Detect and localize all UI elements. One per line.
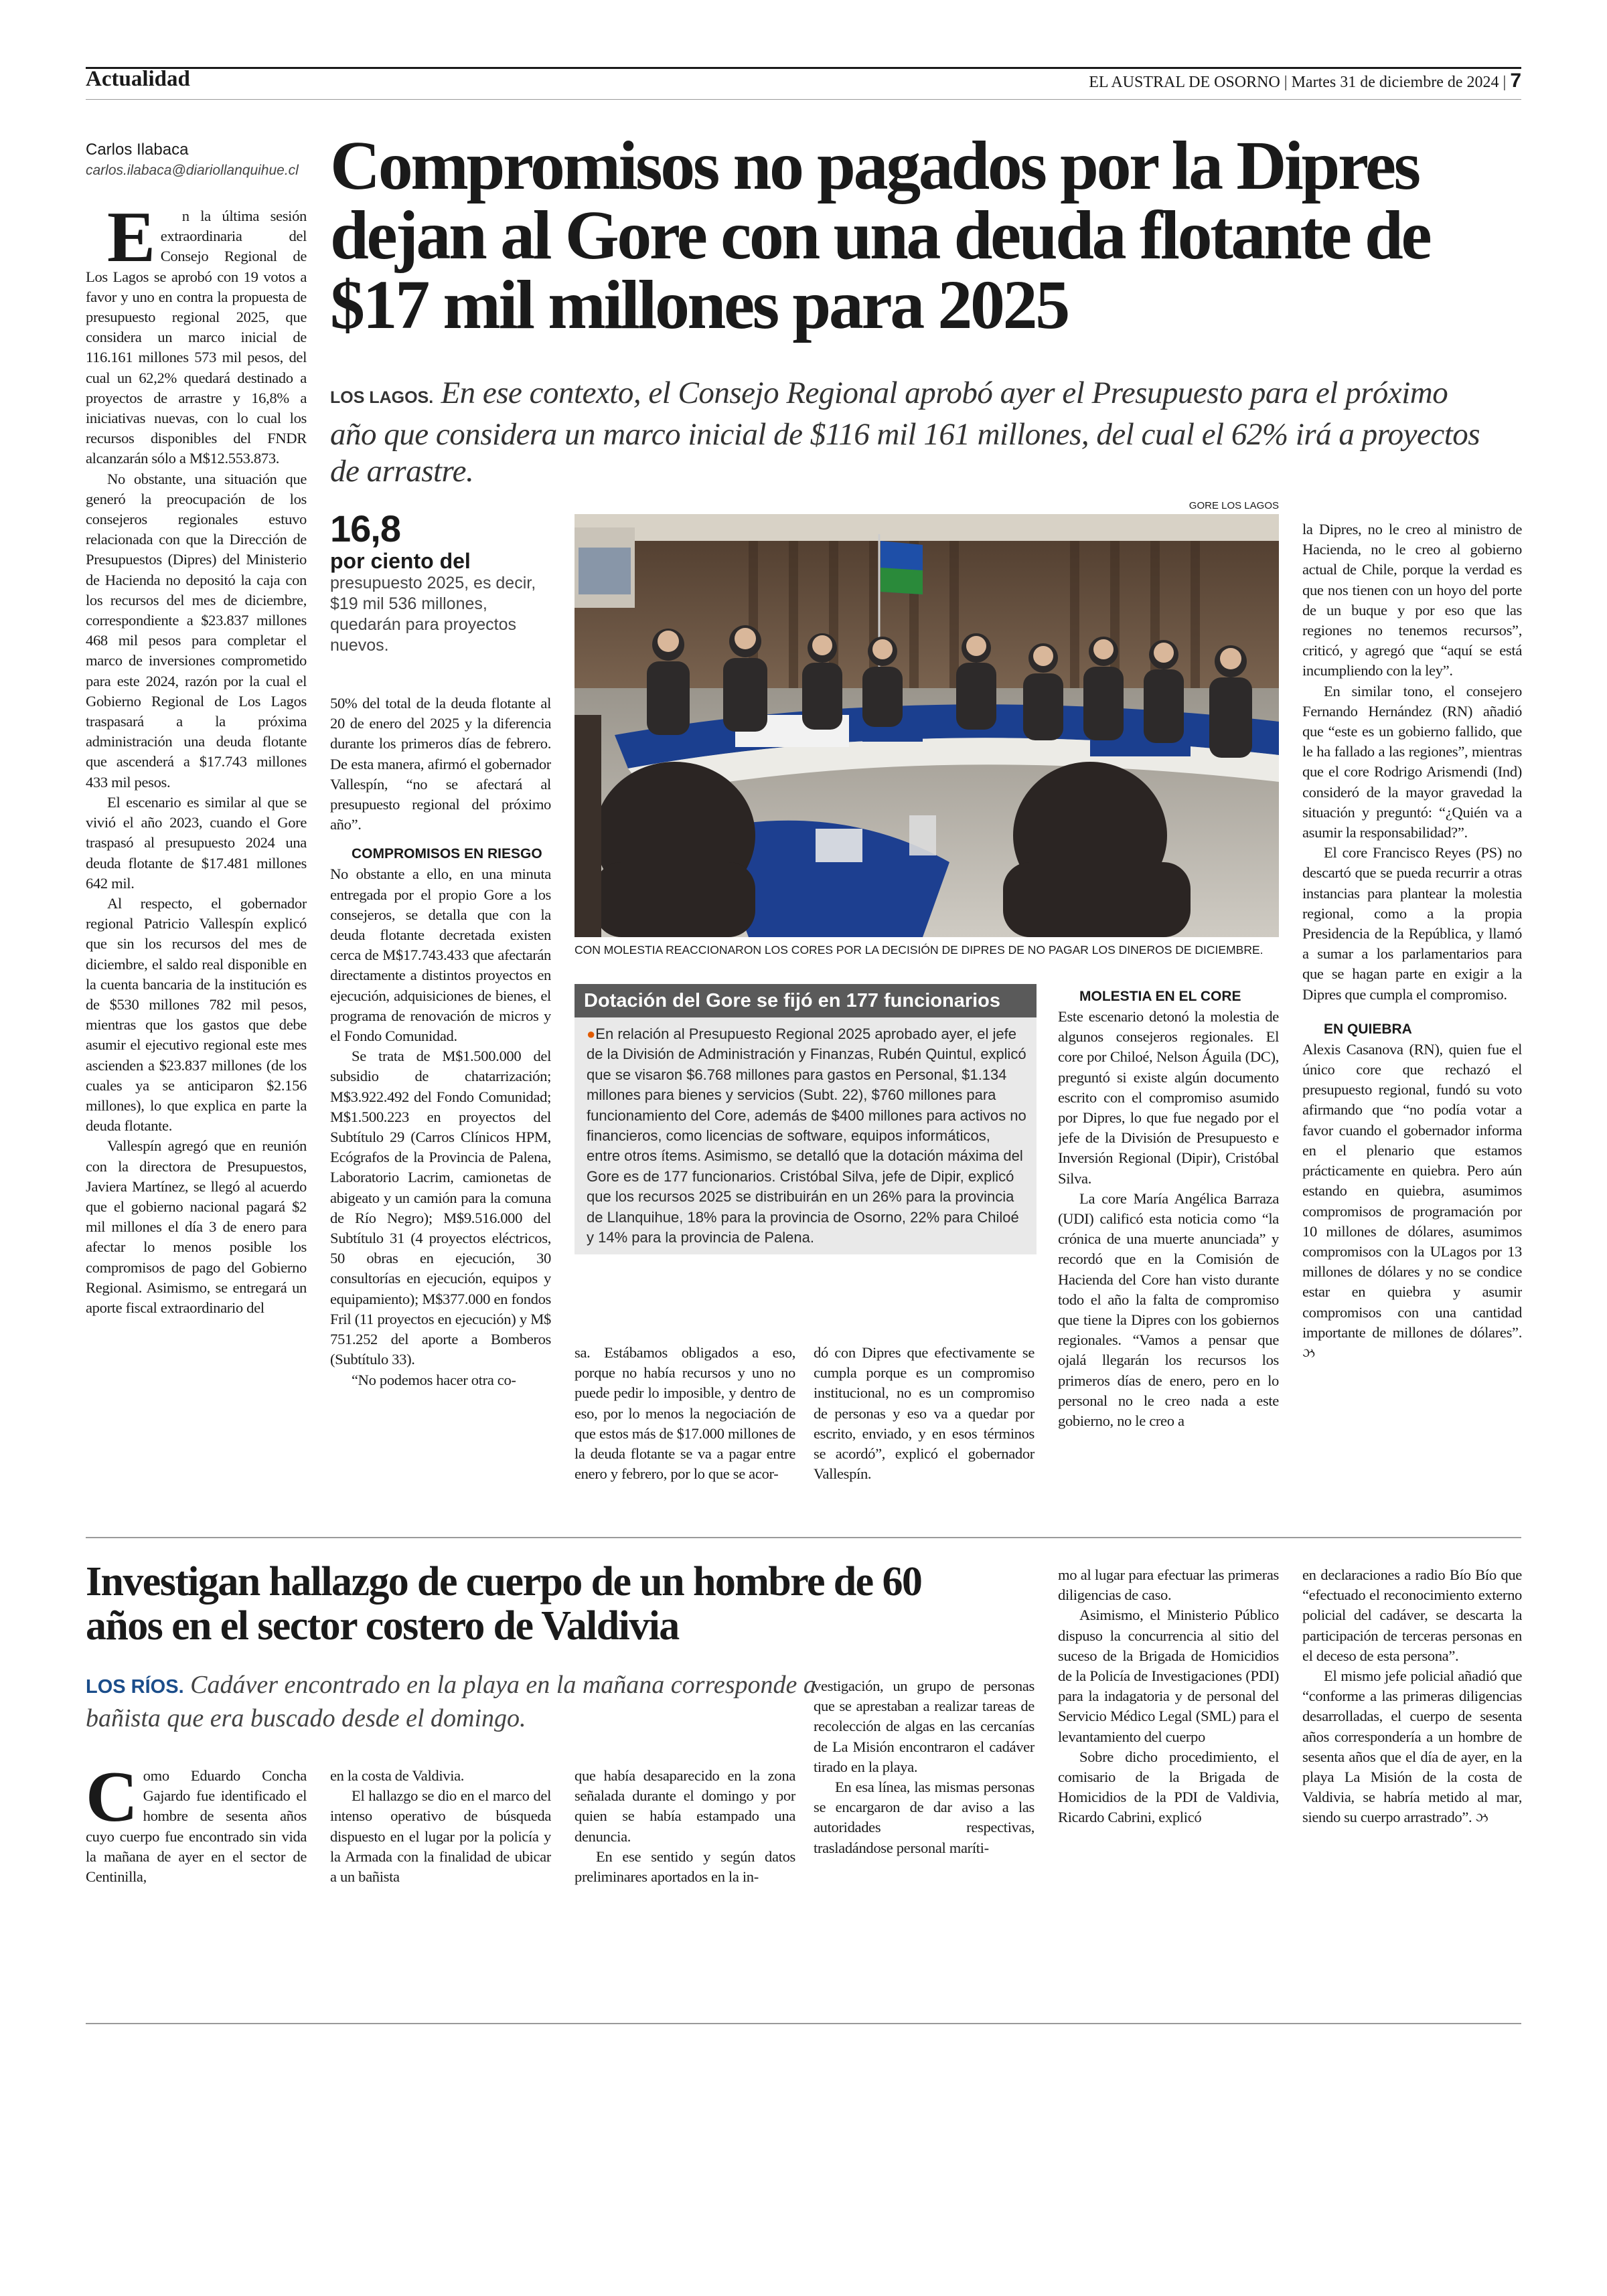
main-paragraph: dó con Dipres que efectivamente se cumpla porque es un compromiso institucional, no es un compromiso de personas y eso va a quedar por escrito, enviado, y en esos términos se acordó”, explicó el gobernador Vallespín. <box>814 1344 1035 1483</box>
second-headline: Investigan hallazgo de cuerpo de un hombre de 60 años en el sector costero de Valdivia <box>86 1559 922 1649</box>
main-column-2 <box>330 693 551 1530</box>
main-paragraph: No obstante a ello, en una minuta entregada por el propio Gore a los consejeros, se detalla que con la deuda flotante decretada existen cerca de M$17.743.433 que afectarán directamente a distintos proyectos en ejecución, adquisiciones de bienes, el programa de renovación de micros y el Fondo Comunidad. <box>330 866 551 1045</box>
main-lead <box>330 375 1488 490</box>
main-column-3 <box>575 1343 795 1530</box>
photo-caption: CON MOLESTIA REACCIONARON LOS CORES POR LA DECISIÓN DE DIPRES DE NO PAGAR LOS DINEROS DE DICIEMBRE. <box>575 943 1264 957</box>
infobox-text: En relación al Presupuesto Regional 2025 aprobado ayer, el jefe de la División de Administración y Finanzas, Rubén Quintul, explicó que se visaron $6.768 millones para gastos en Personal, $1.134 millones para bienes y servicios (Subt. 22), $760 millones para funcionamiento del Core, además de $400 millones para activos no financieros, como licencias de software, equipos informáticos, entre otros ítems. Asimismo, se detalló que la dotación máxima del Gore es de 177 funcionarios. Cristóbal Silva, jefe de Dipir, explicó que los recursos 2025 se distribuirán en un 26% para la provincia de Llanquihue, 18% para la provincia de Osorno, 22% para Chiloé y 14% para la provincia de Palena. <box>587 1026 1026 1246</box>
end-mark-icon: ઝ <box>1302 1344 1315 1361</box>
main-paragraph: “No podemos hacer otra co- <box>352 1371 516 1388</box>
photo-credit: GORE LOS LAGOS <box>1189 500 1279 511</box>
header-underline <box>86 99 1521 100</box>
end-mark-icon: ઝ <box>1475 1809 1488 1826</box>
subhead-quiebra: EN QUIEBRA <box>1324 1021 1412 1037</box>
meeting-photo <box>575 514 1279 937</box>
infobox-body <box>575 1017 1037 1254</box>
second-paragraph: En esa línea, las mismas personas se encargaron de dar aviso a las autoridades respectivas, trasladándose personal maríti- <box>814 1779 1035 1856</box>
main-paragraph: Vallespín agregó que en reunión con la directora de Presupuestos, Javiera Martínez, se llegó al acuerdo que el gobierno nacional pagará $2 mil millones el día 3 de enero para afectar lo menos posible los compromisos de pago del Gobierno Regional. Asimismo, se entregará un aporte fiscal extraordinario del <box>86 1137 307 1316</box>
infobox-title: Dotación del Gore se fijó en 177 funcionarios <box>575 984 1037 1017</box>
issue-date: Martes 31 de diciembre de 2024 <box>1291 74 1499 91</box>
author-email: carlos.ilabaca@diariollanquihue.cl <box>86 163 299 178</box>
second-paragraph: El hallazgo se dio en el marco del intenso operativo de búsqueda dispuesto en el lugar por la policía y la Armada con la finalidad de ubicar a un bañista <box>330 1787 551 1886</box>
second-paragraph: vestigación, un grupo de personas que se aprestaban a realizar tareas de recolección de algas en las cercanías de La Misión encontraron el cadáver tirado en la playa. <box>814 1677 1035 1775</box>
section-label: Actualidad <box>86 67 190 91</box>
second-paragraph: El mismo jefe policial añadió que “conforme a las primeras diligencias desarrolladas, el cuerpo de sesenta años correspondería a un hombre de sesenta años que el día de ayer, en la playa La Misión de la costa de Valdivia, se habría metido al mar, siendo su cuerpo arrastrado”. <box>1302 1667 1522 1826</box>
second-paragraph: en declaraciones a radio Bío Bío que “efectuado el reconocimiento externo policial del cadáver, se descarta la participación de terceras personas en el deceso de esta persona”. <box>1302 1566 1522 1664</box>
subhead-compromisos: COMPROMISOS EN RIESGO <box>352 846 542 862</box>
byline <box>86 139 313 181</box>
folio: EL AUSTRAL DE OSORNO | Martes 31 de diciembre de 2024 | 7 <box>1089 70 1521 92</box>
main-paragraph: En la última sesión extraordinaria del Consejo Regional de Los Lagos se aprobó con 19 votos a favor y uno en contra la propuesta de presupuesto regional 2025, que considera un marco inicial de 116.161 millones 573 mil pesos, del cual un 62,2% quedará destinado a proyectos de arrastre y 16,8% a iniciativas nuevas, con lo cual los recursos disponibles del FNDR alcanzarán sólo a M$12.553.873. <box>86 206 307 467</box>
highlight-number: 16,8 <box>330 507 400 550</box>
second-lead-text: Cadáver encontrado en la playa en la mañana corresponde a bañista que era buscado desde el domingo. <box>86 1671 816 1732</box>
main-paragraph: la Dipres, no le creo al ministro de Hacienda, no le creo al gobierno actual de Chile, porque la verdad es que nos tienen con un hoyo del porte de un buque y por eso que las regiones no tenemos recursos”, criticó, y agregó que “aquí se está incumpliendo con la ley”. <box>1302 521 1522 679</box>
author-name: Carlos Ilabaca <box>86 141 189 159</box>
second-column-3 <box>575 1766 795 1920</box>
main-paragraph: El core Francisco Reyes (PS) no descartó que se pueda recurrir a otras instancias para plantear la molestia regional, como a la propia Presidencia de la República, y llamó a sumar a los parlamentarios para que se hagan parte en exigir a la Dipres que cumpla el compromiso. <box>1302 844 1522 1003</box>
main-paragraph: Se trata de M$1.500.000 del subsidio de chatarrización; M$3.922.492 del Fondo Comunidad; M$1.500.223 en proyectos del Subtítulo 29 (Carros Clínicos HPM, Ecógrafos de la Provincia de Palena, Laboratorio Lacrim, camionetas de abigeato y un camión para la comuna de Río Negro); M$9.516.000 del Subtítulo 31 (4 proyectos eléctricos, 50 obras en ejecución, 30 consultorías en ejecución, equipos y equipamiento); M$377.000 en fondos Fril (11 proyectos en ejecución) y M$ 751.252 del aporte a Bomberos (Subtítulo 33). <box>330 1048 551 1368</box>
second-paragraph: mo al lugar para efectuar las primeras diligencias de caso. <box>1058 1566 1279 1604</box>
main-paragraph: En similar tono, el consejero Fernando Hernández (RN) añadió que “este es un gobierno fallido, que le ha fallado a las regiones”, mientras que el core Rodrigo Arismendi (Ind) consideró de la mayor gravedad la situación y preguntó: “¿Quién va a asumir la responsabilidad?”. <box>1302 682 1522 841</box>
meeting-photo-illustration <box>575 514 1279 937</box>
top-rule <box>86 67 1521 69</box>
second-paragraph: En ese sentido y según datos preliminares aportados en la in- <box>575 1848 795 1886</box>
main-paragraph: Al respecto, el gobernador regional Patricio Vallespín explicó que sin los recursos del mes de diciembre, el saldo real disponible en la cuenta bancaria de la institución es de $530 millones 782 mil pesos, mientras que los gastos que debe asumir el ejecutivo regional este mes ascienden a $23.837 millones (de los cuales ya se anticiparon $2.156 millones), lo que explica en parte la deuda flotante. <box>86 894 307 1135</box>
main-kicker: LOS LAGOS. <box>330 388 434 407</box>
bullet-icon: ● <box>587 1026 596 1042</box>
story-separator <box>86 1537 1521 1538</box>
highlight-label: por ciento del <box>330 549 471 573</box>
second-column-5 <box>1058 1565 1279 1920</box>
publication-name: EL AUSTRAL DE OSORNO <box>1089 74 1280 91</box>
main-paragraph: Alexis Casanova (RN), quien fue el único core que rechazó el presupuesto regional, fundó su voto afirmando que “no podía votar a favor cuando el gobernador informa en el plenario que estamos prácticamente en quiebra. Pero aún estando en quiebra, asumimos compromisos de programación por 10 millones de dólares, asumimos compromisos con la ULagos por 13 millones de dólares y no se condice estar en quiebra y asumir compromisos con una cantidad importante de millones de dólares”. <box>1302 1040 1522 1341</box>
infobox <box>575 984 1037 1254</box>
second-paragraph: Sobre dicho procedimiento, el comisario de la Brigada de Homicidios de la PDI de Valdivia, Ricardo Cabrini, explicó <box>1058 1748 1279 1826</box>
second-column-2 <box>330 1766 551 1920</box>
main-column-5 <box>1058 987 1279 1530</box>
bottom-rule <box>86 2023 1521 2024</box>
highlight-figure <box>330 509 558 656</box>
main-paragraph: No obstante, una situación que generó la preocupación de los consejeros regionales estuvo relacionada con que la Dirección de Presupuestos (Dipres) del Ministerio de Hacienda no depositó la caja con los recursos del mes de diciembre, correspondiente a $23.837 millones 468 mil pesos para completar el marco de inversiones comprometido para este 2024, razón por la cual el Gobierno Regional de Los Lagos traspasará a la próxima administración una deuda flotante que ascenderá a $17.743 millones 433 mil pesos. <box>86 470 307 791</box>
second-column-4 <box>814 1676 1035 1920</box>
second-column-1 <box>86 1766 307 1920</box>
second-paragraph: en la costa de Valdivia. <box>330 1767 465 1784</box>
second-paragraph: que había desaparecido en la zona señalada durante el domingo y por quien se había estampado una denuncia. <box>575 1767 795 1845</box>
main-paragraph: El escenario es similar al que se vivió el año 2023, cuando el Gore traspasó al presupuesto 2024 una deuda flotante de $17.481 millones 642 mil. <box>86 793 307 892</box>
second-paragraph: Asimismo, el Ministerio Público dispuso la concurrencia al sitio del suceso de la Brigada de Homicidios de la Policía de Investigaciones (PDI) para la indagatoria y de personal del Servicio Médico Legal (SML) para el levantamiento del cuerpo <box>1058 1607 1279 1745</box>
main-paragraph: 50% del total de la deuda flotante al 20 de enero del 2025 y la diferencia durante los primeros días de febrero. De esta manera, afirmó el gobernador Vallespín, “no se afectará al presupuesto regional del próximo año”. <box>330 695 551 833</box>
highlight-text: presupuesto 2025, es decir, $19 mil 536 millones, quedarán para proyectos nuevos. <box>330 574 536 655</box>
second-column-6 <box>1302 1565 1522 1920</box>
main-column-6 <box>1302 519 1522 1530</box>
second-kicker: LOS RÍOS. <box>86 1676 184 1698</box>
main-paragraph: La core María Angélica Barraza (UDI) calificó esta noticia como “la crónica de una muerte anunciada” y recordó que en la Comisión de Hacienda del Core han visto durante todo el año la falta de compromiso que tiene la Dipres con los gobiernos regionales. “Vamos a pensar que ojalá llegarán los recursos los primeros días de enero, pero en lo personal no le creo nada a este gobierno, no le creo a <box>1058 1190 1279 1430</box>
main-column-4 <box>814 1343 1035 1530</box>
main-headline: Compromisos no pagados por la Dipres dejan al Gore con una deuda flotante de $17 mil millones para 2025 <box>330 127 1430 343</box>
page-number: 7 <box>1510 70 1521 92</box>
second-paragraph: Como Eduardo Concha Gajardo fue identificado el hombre de sesenta años cuyo cuerpo fue encontrado sin vida la mañana de ayer en el sector de Centinilla, <box>86 1766 307 1886</box>
subhead-molestia: MOLESTIA EN EL CORE <box>1079 989 1241 1004</box>
main-paragraph: sa. Estábamos obligados a eso, porque no había recursos y uno no puede pedir lo imposible, y dentro de eso, por lo menos la negociación de que estos más de $17.000 millones de la deuda flotante se va a pagar entre enero y febrero, por lo que se acor- <box>575 1344 795 1483</box>
second-lead <box>86 1669 822 1734</box>
main-column-1 <box>86 206 307 1528</box>
main-paragraph: Este escenario detonó la molestia de algunos consejeros regionales. El core por Chiloé, Nelson Águila (DC), preguntó si existe algún documento escrito con el compromiso asumido por Dipres, lo que fue negado por el jefe de la División de Presupuesto e Inversión Regional (Dipir), Cristóbal Silva. <box>1058 1008 1279 1187</box>
main-lead-text: En ese contexto, el Consejo Regional aprobó ayer el Presupuesto para el próximo año que considera un marco inicial de $116 mil 161 millones, del cual el 62% irá a proyectos de arrastre. <box>330 376 1480 489</box>
